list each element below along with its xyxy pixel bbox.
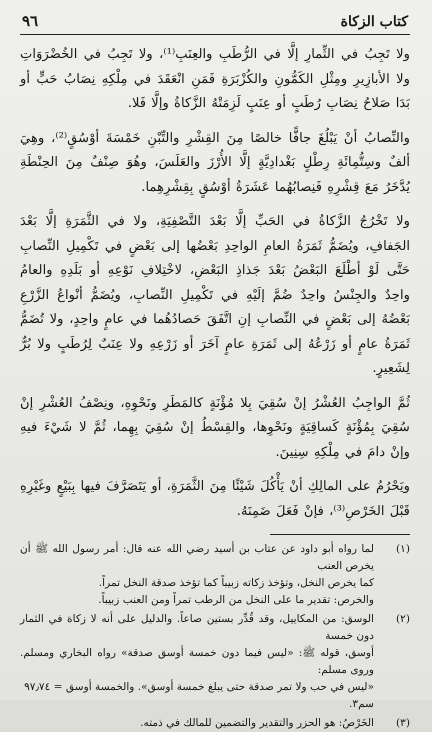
footnote-body: [20, 541, 374, 609]
footnote: [20, 611, 410, 713]
page-number: ٩٦: [22, 12, 39, 30]
footnote-divider: [270, 534, 410, 535]
footnote-line: سم٣.: [348, 698, 374, 710]
footnote-body: [20, 715, 374, 732]
footnote-body: [20, 611, 374, 713]
paragraph: ويَحْرُمُ على المالِكِ أنْ يَأْكُلَ شَيْئًا مِنَ الثَّمَرَةِ، أو يَتَصَرَّفَ فيها بِبَيْعٍ وغَيْرِهِ قَبْلَ الخَرْصِ⁽³⁾، فإنْ فَعَلَ ضَمِنَهُ.: [20, 479, 410, 519]
footnote-number: (٣): [396, 717, 410, 729]
main-text: [20, 43, 410, 524]
paragraph: ولا تَجِبُ في الثِّمارِ إلَّا في الرُّطَبِ والعِنَبِ⁽¹⁾، ولا تَجِبُ في الخُضْرَوَاتِ ولا الأبازِيرِ ومِثْلِ الكَمُّونِ والكُزْبَرَةِ فَمَنِ انْعَقَدَ في مِلْكِهِ نِصَابُ حَبٍّ أو بَدَا صَلاحُ نِصَابِ رُطَبٍ أو عِنَبٍ لَزِمَتْهُ الزَّكاةُ وإلَّا فَلا.: [20, 47, 411, 111]
footnote-line: كما يخرص النخل، وتؤخذ زكاته زبيباً كما تؤخذ صدقة النخل تمراً.: [98, 577, 374, 589]
footnote-line: لما رواه أبو داود عن عتاب بن أسيد رضي الله عنه قال: أمر رسول الله ﷺ أن يخرص العنب: [20, 543, 374, 572]
paragraph: ولا تَخْرُجُ الزَّكاةُ في الحَبِّ إلَّا بَعْدَ التَّصْفِيَةِ، ولا في الثَّمَرَةِ إلَّا بَعْدَ الجَفافِ، ويُضَمُّ ثَمَرَةُ العامِ الواحِدِ بَعْضُها إلى بَعْضٍ في تَكْمِيلِ النِّصابِ حَتَّى لَوْ أطْلَعَ البَعْضُ بَعْدَ جَذاذِ البَعْضِ، لاخْتِلافِ نَوْعِهِ أو بَلَدِهِ والعامُ واحِدٌ والجِنْسُ واحِدٌ ضُمَّ إلَيْهِ في تَكْمِيلِ النِّصابِ، ويُضَمُّ أنْواعُ الزَّرْعِ بَعْضُهُ إلى بَعْضٍ في النِّصابِ إنِ اتَّفَقَ حَصادُهُما في عامٍ واحِدٍ، ولا تُضَمُّ ثَمَرَةُ عامٍ أو زَرْعُهُ إلى ثَمَرَةِ عامٍ آخَرَ أو زَرْعِهِ ولا عِنَبٌ لِرُطَبٍ ولا بُرٌّ لِشَعِيرٍ.: [20, 214, 410, 376]
footnote-number: (٢): [396, 613, 410, 625]
paragraph: ثُمَّ الواجِبُ العُشْرُ إنْ سُقِيَ بِلا مُؤْنَةٍ كالمَطَرِ ونَحْوِهِ، ونِصْفُ العُشْرِ إنْ سُقِيَ بِمُؤْنَةٍ كَساقِيَةٍ ونَحْوِها، والقِسْطُ إنْ سُقِيَ بِهِما، ثُمَّ لا شَيْءَ فيهِ وإنْ دامَ في مِلْكِهِ سِنِينَ.: [20, 395, 410, 460]
footnote-line: «ليس في حب ولا تمر صدقة حتى يبلغ خمسة أوسق». والخمسة أوسق = ٩٧٫٧٤: [24, 681, 374, 693]
footnote-line: الخَرْصُ: هو الحزر والتقدير والتضمين للمالك في ذمته.: [140, 717, 374, 729]
footnote-number: (١): [396, 543, 410, 555]
footnote-line: أوسق، قوله ﷺ: «ليس فيما دون خمسة أوسق صدقة» رواه البخاري ومسلم. وروى مسلم:: [20, 647, 374, 676]
footnote: [20, 541, 410, 609]
footnote-line: الوسق: من المكاييل، وقد قُدِّر بستين صاعاً. والدليل على أنه لا زكاة في الثمار دون خمسة: [20, 613, 374, 642]
footnotes: [20, 541, 410, 732]
footnote: [20, 715, 410, 732]
paragraph: والنِّصابُ أنْ يَبْلُغَ جافًّا خالصًا مِنَ القِشْرِ والتِّبْنِ خَمْسَةَ أوْسُقٍ⁽²⁾، وهِيَ ألفٌ وسِتُّمِائَةِ رِطْلٍ بَغْدادِيَّةٍ إلَّا الأُرْزَ والعَلَسَ، وهُوَ صِنْفٌ مِنَ الحِنْطَةِ يُدَّخَرُ مَعَ قِشْرِهِ فَنِصابُهُما عَشَرَةُ أوْسُقٍ بِقِشْرِهِما.: [20, 130, 410, 195]
footnote-line: والخرص: تقدير ما على النخل من الرطب تمراً ومن العنب زبيباً.: [98, 594, 374, 606]
chapter-title: كتاب الزكاة: [340, 14, 408, 30]
running-header: [20, 10, 410, 35]
